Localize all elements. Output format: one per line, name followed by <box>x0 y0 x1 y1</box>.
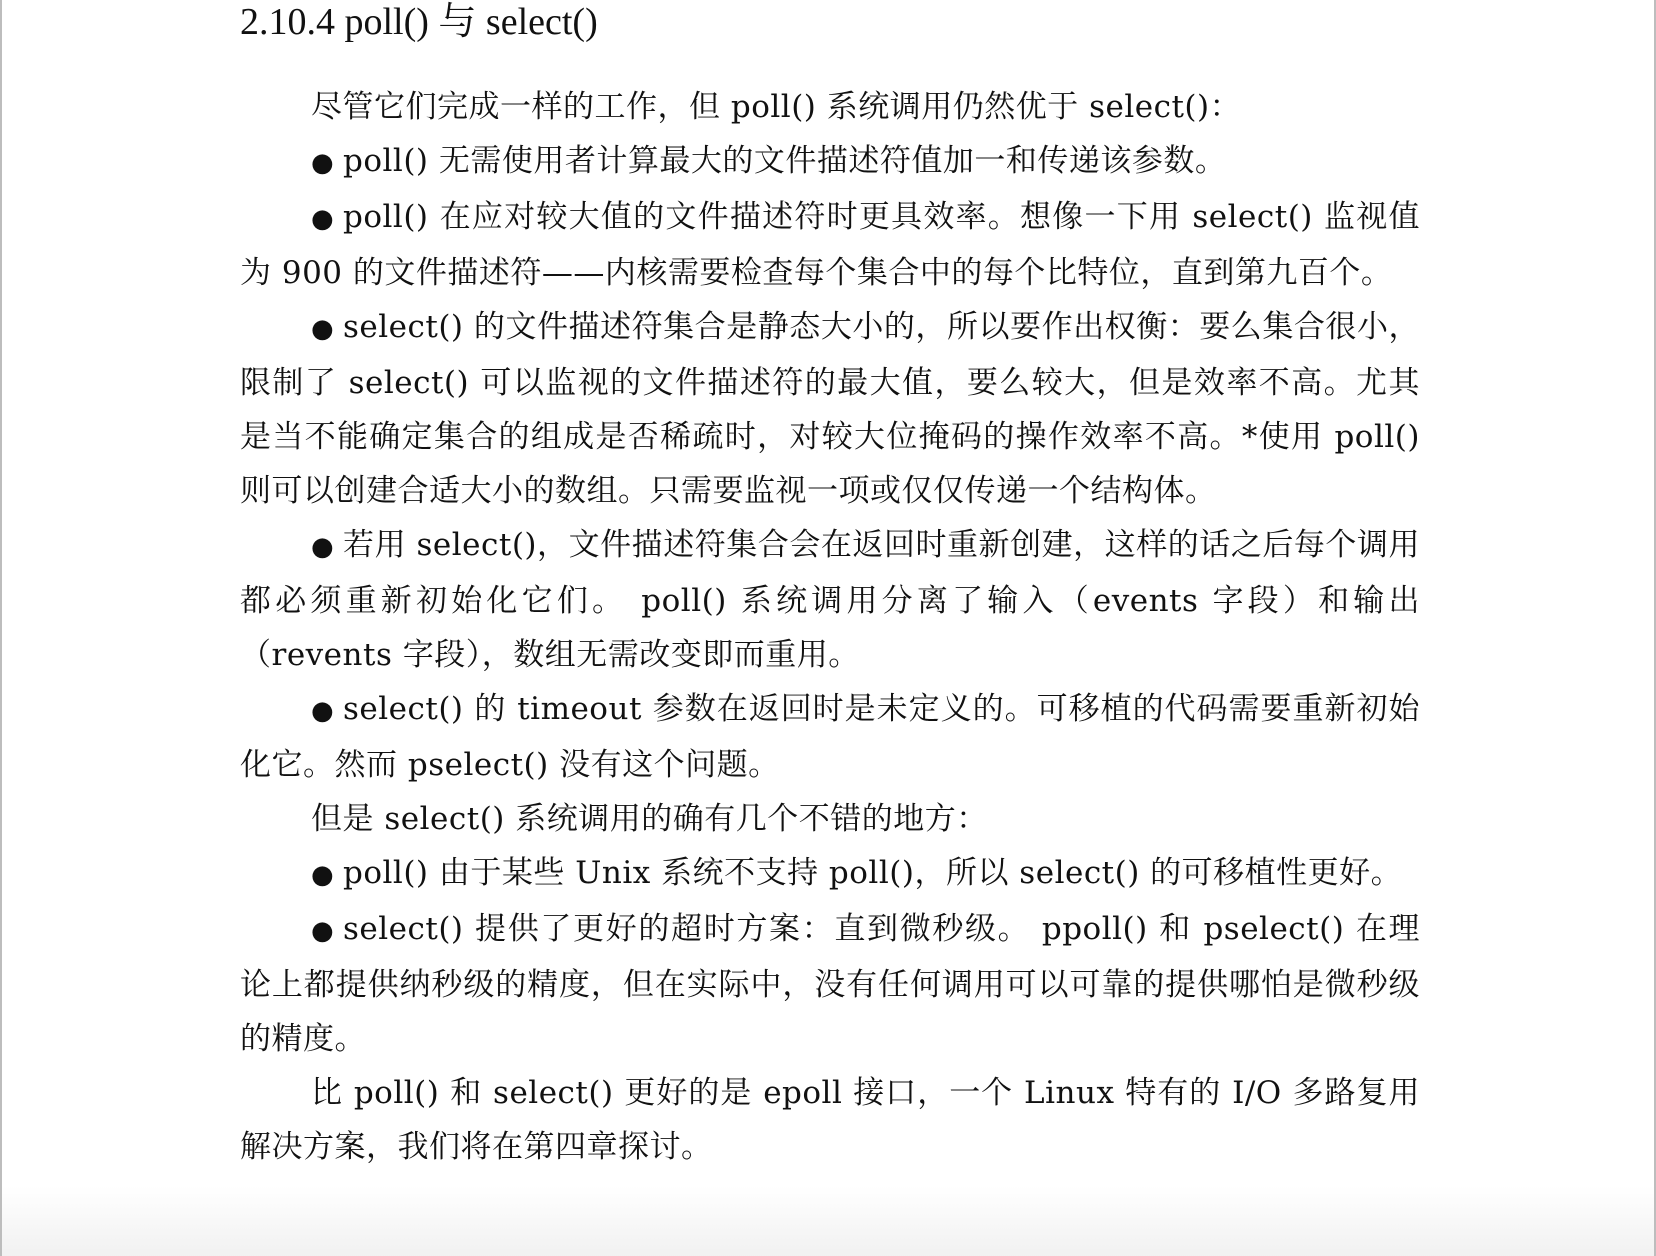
intro-paragraph <box>240 80 1420 134</box>
paragraph-text: poll() 由于某些 Unix 系统不支持 poll()，所以 select() 的可移植性更好。 <box>343 855 1403 891</box>
list-item <box>240 682 1420 792</box>
transition-paragraph <box>240 792 1420 846</box>
list-item <box>240 518 1420 682</box>
paragraph-text: select() 的文件描述符集合是静态大小的，所以要作出权衡：要么集合很小，限制了 select() 可以监视的文件描述符的最大值，要么较大，但是效率不高。尤其是当不能确定集合的组成是否稀疏时，对较大位掩码的操作效率不高。*使用 poll() 则可以创建合适大小的数组。只需要监视一项或仅仅传递一个结构体。 <box>240 309 1420 509</box>
bullet-icon: ● <box>311 696 335 726</box>
paragraph-text: poll() 无需使用者计算最大的文件描述符值加一和传递该参数。 <box>343 143 1227 179</box>
section-title: 2.10.4 poll() 与 select() <box>240 1 598 43</box>
closing-paragraph <box>240 1066 1420 1174</box>
bullet-icon: ● <box>311 204 335 234</box>
paragraph-text: select() 提供了更好的超时方案：直到微秒级。 ppoll() 和 pselect() 在理论上都提供纳秒级的精度，但在实际中，没有任何调用可以可靠的提供哪怕是微秒级的精度。 <box>240 911 1420 1057</box>
bullet-icon: ● <box>311 860 335 890</box>
list-item <box>240 190 1420 300</box>
document-content <box>240 0 1420 1174</box>
bullet-icon: ● <box>311 148 335 178</box>
list-item <box>240 134 1420 190</box>
paragraph-text: poll() 在应对较大值的文件描述符时更具效率。想像一下用 select() 监视值为 900 的文件描述符——内核需要检查每个集合中的每个比特位，直到第九百个。 <box>240 199 1420 291</box>
bullet-icon: ● <box>311 532 335 562</box>
paragraph-text: select() 的 timeout 参数在返回时是未定义的。可移植的代码需要重新初始化它。然而 pselect() 没有这个问题。 <box>240 691 1420 783</box>
list-item <box>240 902 1420 1066</box>
paragraph-text: 尽管它们完成一样的工作，但 poll() 系统调用仍然优于 select()： <box>311 89 1242 125</box>
list-item <box>240 300 1420 518</box>
paragraph-text: 若用 select()，文件描述符集合会在返回时重新创建，这样的话之后每个调用都必须重新初始化它们。 poll() 系统调用分离了输入（events 字段）和输出（revents 字段），数组无需改变即而重用。 <box>240 527 1420 673</box>
paragraph-text: 比 poll() 和 select() 更好的是 epoll 接口，一个 Linux 特有的 I/O 多路复用解决方案，我们将在第四章探讨。 <box>240 1075 1420 1165</box>
bullet-icon: ● <box>311 916 335 946</box>
bullet-icon: ● <box>311 314 335 344</box>
bottom-fade-overlay <box>2 1186 1654 1256</box>
paragraph-text: 但是 select() 系统调用的确有几个不错的地方： <box>311 801 988 837</box>
list-item <box>240 846 1420 902</box>
